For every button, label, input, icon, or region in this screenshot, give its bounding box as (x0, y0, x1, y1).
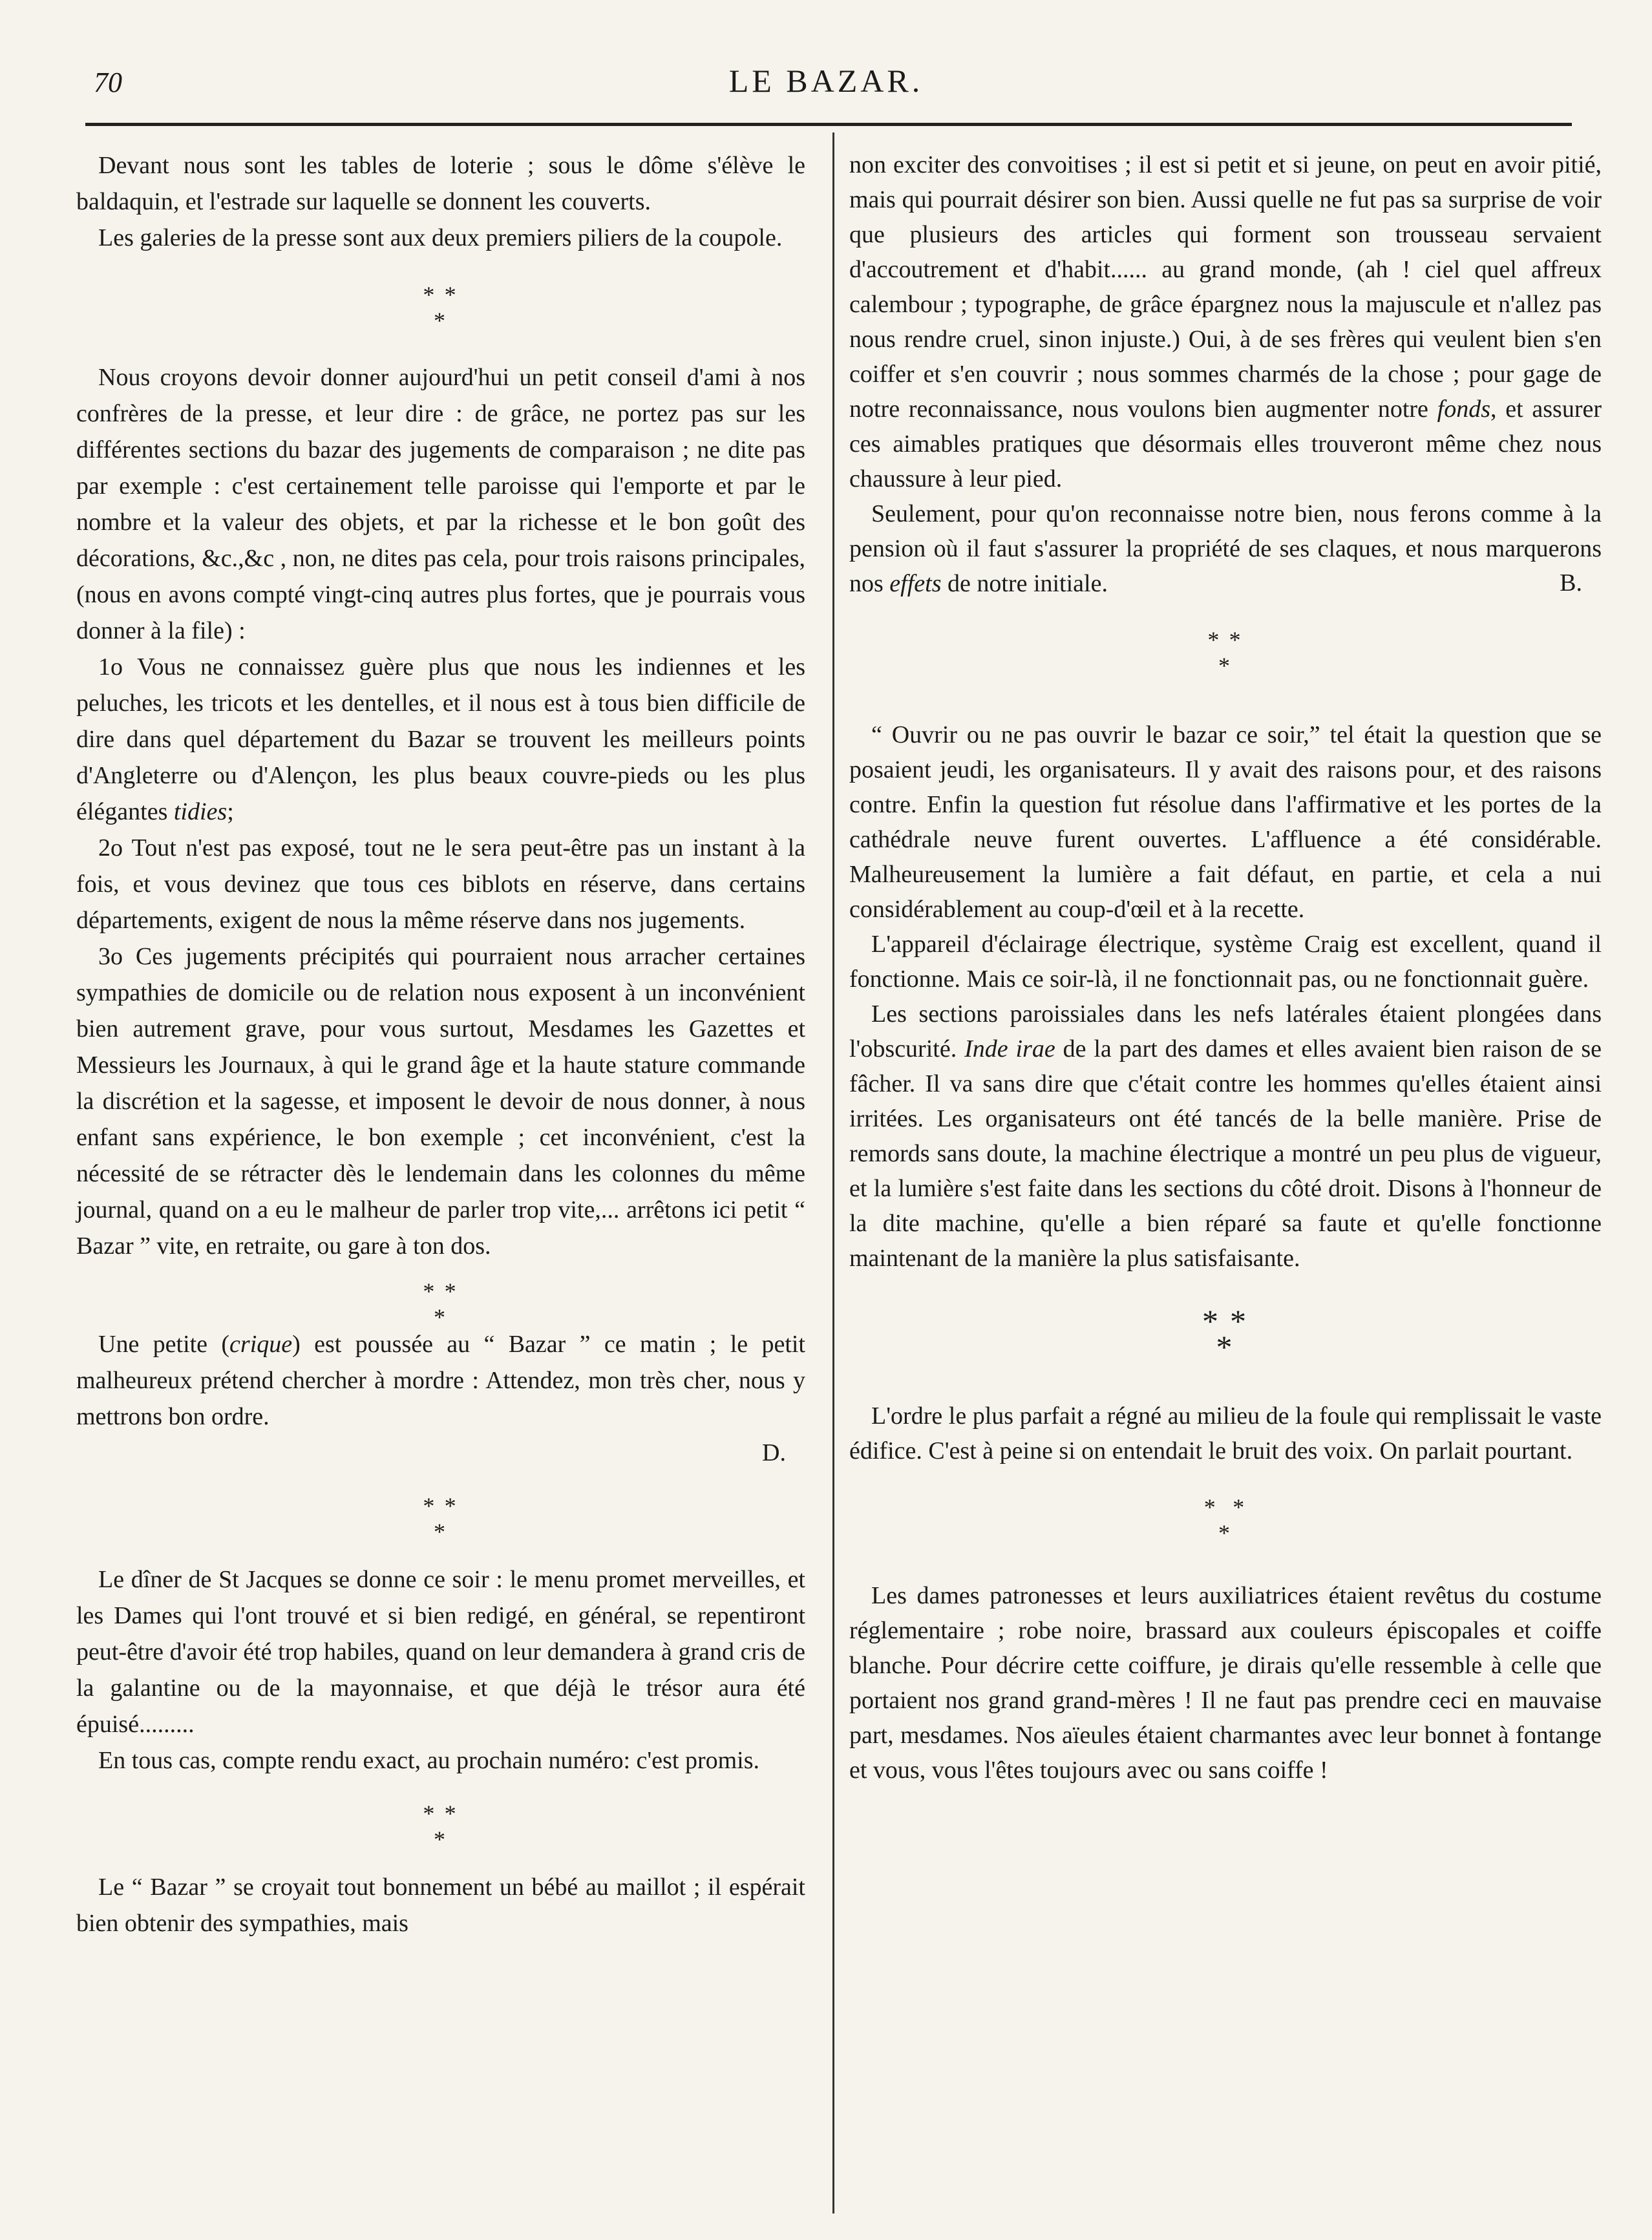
paragraph-text: ; (227, 798, 234, 825)
article-paragraph: “ Ouvrir ou ne pas ouvrir le bazar ce soir,” tel était la question que se posaient jeudi, les organisateurs. Il y avait des raisons pour, et des raisons contre. Enfin la question fut résolue dans l'affirmative et les portes de la cathédrale neuve furent ouvertes. L'affluence a été considérable. Malheureusement la lumière a fait défaut, en partie, et cela a nui considérablement au coup-d'œil et à la recette. (849, 721, 1602, 923)
article-paragraph: Nous croyons devoir donner aujourd'hui un petit conseil d'ami à nos confrères de la presse, et leur dire : de grâce, ne portez pas sur les différentes sections du bazar des jugements de comparaison ; ne dite pas par exemple : c'est certainement telle paroisse qui l'emporte et par le nombre et la valeur des objets, et par la richesse et le bon goût des décorations, &c.,&c , non, ne dites pas cela, pour trois raisons principales, (nous en avons compté vingt-cinq autres plus fortes, que je pourrais vous donner à la file) : (76, 364, 805, 644)
article-paragraph: L'ordre le plus parfait a régné au milieu de la foule qui remplissait le vaste édifice. C'est à peine si on entendait le bruit des voix. On parlait pourtant. (849, 1402, 1602, 1464)
article-paragraph (76, 649, 805, 830)
left-column (76, 147, 805, 1941)
article-paragraph: Les dames patronesses et leurs auxiliatrices étaient revêtus du costume réglementaire ; robe noire, brassard aux couleurs épiscopales et coiffe blanche. Pour décrire cette coiffure, je dirais qu'elle ressemble à celle que portaient nos grand grand-mères ! Il ne faut pas prendre ceci en mauvaise part, mesdames. Nos aïeules étaient charmantes avec leur bonnet à fontange et vous, vous l'êtes toujours avec ou sans coiffe ! (849, 1582, 1602, 1784)
column-divider (832, 132, 834, 2214)
article-paragraph: 2o Tout n'est pas exposé, tout ne le sera peut-être pas un instant à la fois, et vous devinez que tous ces biblots en réserve, dans certains départements, exigent de nous la même réserve dans nos jugements. (76, 834, 805, 934)
asterism-separator: * * * (423, 1493, 459, 1545)
author-signature: B. (1560, 569, 1582, 597)
article-paragraph: Le dîner de St Jacques se donne ce soir : le menu promet merveilles, et les Dames qui l'ont trouvé et si bien redigé, en général, se repentiront peut-être d'avoir été trop habiles, quand on leur demandera à grand cris de la galantine ou de la mayonnaise, et que déjà le trésor aura été épuisé......... (76, 1566, 805, 1738)
paragraph-text: de notre initiale. (948, 570, 1108, 597)
author-signature: D. (762, 1439, 786, 1466)
asterism-separator: * * * (423, 282, 459, 333)
header-rule (85, 123, 1572, 126)
article-paragraph: L'appareil d'éclairage électrique, système Craig est excellent, quand il fonctionne. Mais ce soir-là, il ne fonctionnait pas, ou ne fonctionnait guère. (849, 931, 1602, 993)
asterism-separator: * * * (423, 1801, 459, 1852)
paragraph-text: non exciter des convoitises ; il est si petit et si jeune, on peut en avoir pitié, mais qui pourrait désirer son bien. Aussi quelle ne fut pas sa surprise de voir que plusieurs des articles qui forment son trousseau servaient d'accoutrement et d'habit...... au grand monde, (ah ! ciel quel affreux calembour ; typographe, de grâce épargnez nous la majuscule et n'allez pas nous rendre cruel, sinon injuste.) Oui, à de ses frères qui veulent bien s'en coiffer et s'en couvrir ; nous sommes charmés de la chose ; pour gage de notre reconnaissance, nous voulons bien augmenter notre (849, 151, 1602, 423)
article-paragraph (849, 997, 1602, 1276)
article-paragraph: 3o Ces jugements précipités qui pourraient nous arracher certaines sympathies de domicile ou de relation nous exposent à un inconvénient bien autrement grave, pour vous surtout, Mesdames les Gazettes et Messieurs les Journaux, à qui le grand âge et la haute stature commande la discrétion et la sagesse, et imposent le devoir de nous donner, à nous enfant sans expérience, le bon exemple ; cet inconvénient, c'est la nécessité de se rétracter dès le lendemain dans les colonnes du même journal, quand on a eu le malheur de parler trop vite,... arrêtons ici petit “ Bazar ” vite, en retraite, ou gare à ton dos. (76, 943, 805, 1260)
paragraph-text: Seulement, pour qu'on reconnaisse notre bien, nous ferons comme à la pension où il faut s'assurer la propriété de ses claques, et nous marquerons nos (849, 500, 1602, 597)
right-column (849, 147, 1602, 1788)
paragraph-text: de la part des dames et elles avaient bien raison de se fâcher. Il va sans dire que c'était contre les hommes qu'elles étaient ainsi irritées. Les organisateurs ont été tancés de la belle manière. Prise de remords sans doute, la machine électrique a montré un peu plus de vigueur, et la lumière s'est faite dans les sections du côté droit. Disons à l'honneur de la dite machine, qu'elle a bien réparé sa faute et qu'elle fonctionne maintenant de la manière la plus satisfaisante. (849, 1035, 1602, 1272)
italic-word: fonds (1437, 396, 1491, 423)
article-paragraph: Le “ Bazar ” se croyait tout bonnement un bébé au maillot ; il espérait bien obtenir des sympathies, mais (76, 1874, 805, 1937)
page-header (0, 52, 1652, 103)
paragraph-text: 1o Vous ne connaissez guère plus que nous les indiennes et les peluches, les tricots et les dentelles, et il nous est à tous bien difficile de dire dans quel département du Bazar se trouvent les meilleurs points d'Angleterre ou d'Alençon, les plus beaux couvre-pieds ou les plus élégantes (76, 653, 805, 825)
asterism-separator: * * * (1202, 1303, 1249, 1365)
asterism-separator: * * * (423, 1278, 459, 1330)
page-number: 70 (94, 67, 122, 98)
paragraph-text: Une petite ( (98, 1331, 230, 1358)
italic-word: tidies (173, 798, 228, 825)
article-paragraph: Devant nous sont les tables de loterie ; sous le dôme s'élève le baldaquin, et l'estrade sur laquelle se donnent les couverts. (76, 152, 805, 215)
asterism-separator: * * * (1203, 1494, 1247, 1546)
paragraph-text: Les sections paroissiales dans les nefs latérales étaient plongées dans l'obscurité. (849, 1000, 1602, 1062)
article-paragraph: Les galeries de la presse sont aux deux premiers piliers de la coupole. (98, 224, 783, 251)
italic-word: Inde irae (964, 1035, 1055, 1062)
running-head: LE BAZAR. (728, 63, 924, 99)
paragraph-text: , et assurer ces aimables pratiques que désormais elles trouveront même chez nous chaussure à leur pied. (849, 396, 1602, 492)
article-paragraph (849, 147, 1602, 496)
article-paragraph: En tous cas, compte rendu exact, au prochain numéro: c'est promis. (98, 1747, 760, 1774)
asterism-separator: * * * (1207, 627, 1244, 679)
paragraph-text: ) est poussée au “ Bazar ” ce matin ; le petit malheureux prétend chercher à mordre : Attendez, mon très cher, nous y mettrons bon ordre. (76, 1331, 805, 1430)
italic-word: effets (889, 570, 942, 597)
italic-word: crique (229, 1331, 293, 1358)
article-paragraph (76, 1326, 805, 1435)
